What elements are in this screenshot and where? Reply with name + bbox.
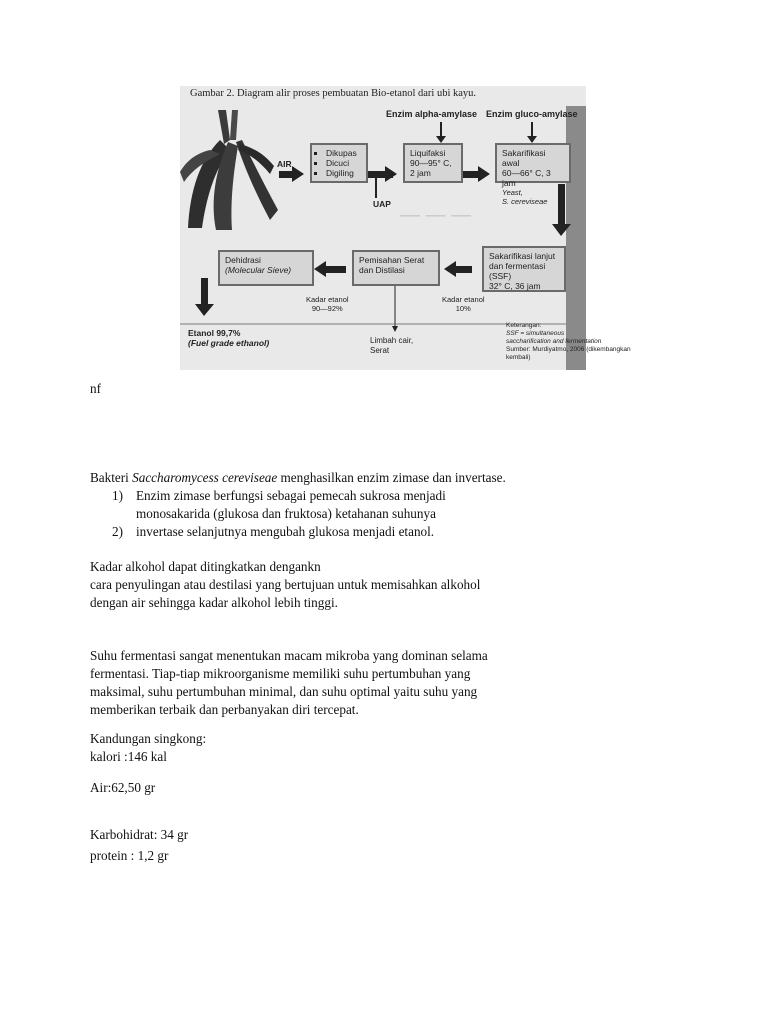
paragraph-suhu-line-4: memberikan terbaik dan perbanyakan diri tercepat. bbox=[90, 702, 359, 717]
keterangan-line-2: SSF = simultaneous bbox=[506, 330, 565, 337]
box-preparation bbox=[310, 143, 368, 183]
air-line: Air:62,50 gr bbox=[90, 780, 156, 795]
paragraph-suhu-line-1: Suhu fermentasi sangat menentukan macam mikroba yang dominan selama bbox=[90, 648, 488, 663]
list-item-1-line-1: Enzim zimase berfungsi sebagai pemecah sukrosa menjadi bbox=[136, 488, 446, 503]
box-sakarifikasi-awal bbox=[495, 143, 571, 188]
kandungan-title: Kandungan singkong: bbox=[90, 731, 207, 746]
yeast-line-1: Yeast, bbox=[502, 188, 523, 197]
list-item-2 bbox=[112, 523, 434, 541]
kadar-90-line-2: 90—92% bbox=[311, 304, 343, 313]
liquifaksi-line-1: Liquifaksi bbox=[410, 148, 446, 158]
bakteri-suffix: menghasilkan enzim zimase dan invertase. bbox=[277, 470, 506, 485]
list-item-1-line-2: monosakarida (glukosa dan fruktosa) ketahanan suhunya bbox=[136, 506, 436, 521]
paragraph-kadar-line-2: cara penyulingan atau destilasi yang bertujuan untuk memisahkan alkohol bbox=[90, 577, 481, 592]
keterangan-line-3: saccharification and fermentation bbox=[506, 338, 602, 345]
list-number-1: 1) bbox=[112, 488, 123, 503]
liquifaksi-line-2: 90—95° C, bbox=[410, 158, 452, 168]
paragraph-bakteri bbox=[90, 469, 506, 487]
bleed-through-text: — — — bbox=[400, 204, 472, 226]
keterangan-line-5: kembali) bbox=[506, 354, 531, 361]
prep-step-3: ▪ Digiling bbox=[326, 168, 361, 178]
dehidrasi-line-1: Dehidrasi bbox=[225, 255, 261, 265]
prep-step-1: ▪ Dikupas bbox=[326, 148, 361, 158]
kadar-90-line-1: Kadar etanol bbox=[306, 295, 349, 304]
yeast-line-2: S. cereviseae bbox=[502, 197, 548, 206]
species-name: Saccharomycess cereviseae bbox=[132, 470, 278, 485]
paragraph-suhu-line-3: maksimal, suhu pertumbuhan minimal, dan suhu optimal yaitu suhu yang bbox=[90, 684, 478, 699]
etanol-line-2: (Fuel grade ethanol) bbox=[188, 338, 270, 348]
list-item-1 bbox=[112, 487, 446, 505]
ssf-line-2: dan fermentasi (SSF) bbox=[489, 261, 546, 281]
pemisahan-line-1: Pemisahan Serat bbox=[359, 255, 425, 265]
process-flow-figure bbox=[180, 86, 631, 370]
keterangan-line-1: Keterangan: bbox=[506, 322, 542, 329]
paragraph-kadar-line-1: Kadar alkohol dapat ditingkatkan dengankn bbox=[90, 559, 321, 574]
list-number-2: 2) bbox=[112, 524, 123, 539]
box-pemisahan bbox=[352, 250, 440, 286]
karbohidrat-line: Karbohidrat: 34 gr bbox=[90, 827, 189, 842]
pemisahan-line-2: dan Distilasi bbox=[359, 265, 405, 275]
kalori-line: kalori :146 kal bbox=[90, 749, 167, 764]
sakarifikasi-awal-line-1: Sakarifikasi awal bbox=[502, 148, 546, 168]
kadar-10-line-2: 10% bbox=[455, 304, 471, 313]
box-dehidrasi bbox=[218, 250, 314, 286]
protein-line: protein : 1,2 gr bbox=[90, 848, 169, 863]
kadar-etanol-10 bbox=[442, 295, 485, 313]
ssf-line-1: Sakarifikasi lanjut bbox=[489, 251, 556, 261]
ssf-line-3: 32° C, 36 jam bbox=[489, 281, 541, 291]
box-ssf bbox=[482, 246, 566, 292]
kadar-etanol-90 bbox=[306, 295, 349, 313]
keterangan-line-4: Sumber: Murdiyatmo, 2006 (dikembangkan bbox=[506, 346, 631, 353]
etanol-line-1: Etanol 99,7% bbox=[188, 328, 241, 338]
liquifaksi-line-3: 2 jam bbox=[410, 168, 431, 178]
dehidrasi-line-2: (Molecular Sieve) bbox=[225, 265, 292, 275]
box-liquifaksi bbox=[403, 143, 463, 183]
prep-step-2: ▪ Dicuci bbox=[326, 158, 361, 168]
etanol-output-label bbox=[188, 328, 269, 348]
bakteri-prefix: Bakteri bbox=[90, 470, 133, 485]
uap-label: UAP bbox=[373, 199, 391, 209]
keterangan-note bbox=[506, 322, 631, 362]
enzyme-gluco-label: Enzim gluco-amylase bbox=[486, 109, 578, 119]
figure-caption: Gambar 2. Diagram alir proses pembuatan Bio-etanol dari ubi kayu. bbox=[190, 88, 477, 99]
list-item-2-line-1: invertase selanjutnya mengubah glukosa menjadi etanol. bbox=[136, 524, 435, 539]
air-label: AIR bbox=[277, 159, 292, 169]
paragraph-kadar-line-3: dengan air sehingga kadar alkohol lebih tinggi. bbox=[90, 595, 338, 610]
sakarifikasi-awal-line-2: 60—66° C, 3 jam bbox=[502, 168, 551, 188]
paragraph-suhu-line-2: fermentasi. Tiap-tiap mikroorganisme memiliki suhu pertumbuhan yang bbox=[90, 666, 471, 681]
yeast-label bbox=[502, 188, 547, 206]
kadar-10-line-1: Kadar etanol bbox=[442, 295, 485, 304]
enzyme-alpha-label: Enzim alpha-amylase bbox=[386, 109, 478, 119]
limbah-line-2: Serat bbox=[370, 346, 390, 355]
limbah-line-1: Limbah cair, bbox=[370, 336, 414, 345]
limbah-label bbox=[370, 336, 413, 356]
nf-text: nf bbox=[90, 381, 101, 396]
